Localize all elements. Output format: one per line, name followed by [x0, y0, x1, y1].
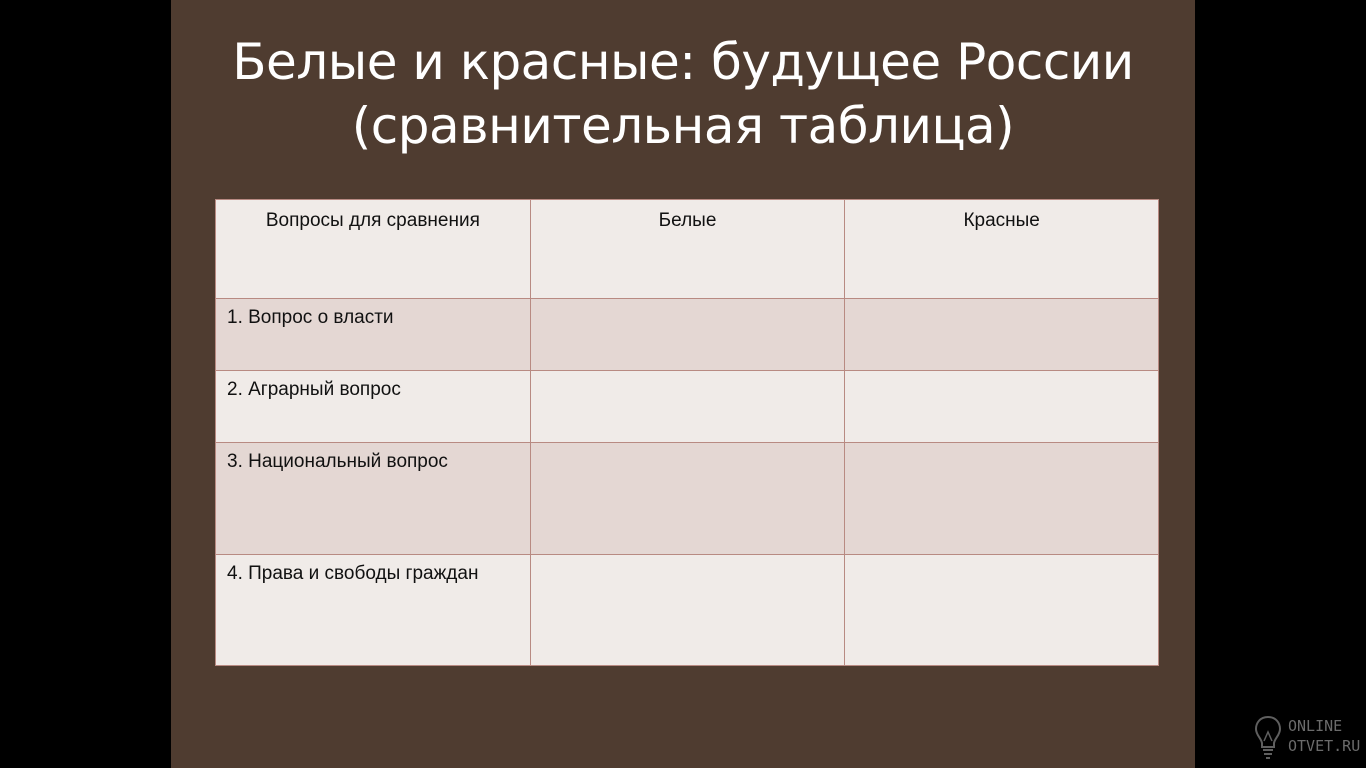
row-whites-cell [530, 555, 845, 666]
row-reds-cell [845, 443, 1159, 555]
row-question: 1. Вопрос о власти [216, 299, 531, 371]
row-reds-cell [845, 555, 1159, 666]
row-question: 4. Права и свободы граждан [216, 555, 531, 666]
row-question: 3. Национальный вопрос [216, 443, 531, 555]
slide-title [171, 30, 1195, 158]
row-reds-cell [845, 371, 1159, 443]
table-header-row [216, 200, 1159, 299]
slide-title-line-2: (сравнительная таблица) [351, 97, 1015, 155]
comparison-table [215, 199, 1159, 666]
header-whites: Белые [530, 200, 845, 299]
table-row [216, 443, 1159, 555]
watermark-line-2: OTVET.RU [1288, 737, 1361, 755]
watermark-line-1: ONLINE [1288, 717, 1343, 735]
row-whites-cell [530, 299, 845, 371]
header-reds: Красные [845, 200, 1159, 299]
site-watermark [1252, 712, 1364, 762]
header-questions: Вопросы для сравнения [216, 200, 531, 299]
table-row [216, 299, 1159, 371]
watermark-text [1288, 716, 1360, 756]
row-reds-cell [845, 299, 1159, 371]
presentation-slide [171, 0, 1195, 768]
row-question: 2. Аграрный вопрос [216, 371, 531, 443]
table-row [216, 555, 1159, 666]
row-whites-cell [530, 443, 845, 555]
table-row [216, 371, 1159, 443]
slide-title-line-1: Белые и красные: будущее России [232, 33, 1134, 91]
lightbulb-icon [1252, 714, 1284, 760]
row-whites-cell [530, 371, 845, 443]
